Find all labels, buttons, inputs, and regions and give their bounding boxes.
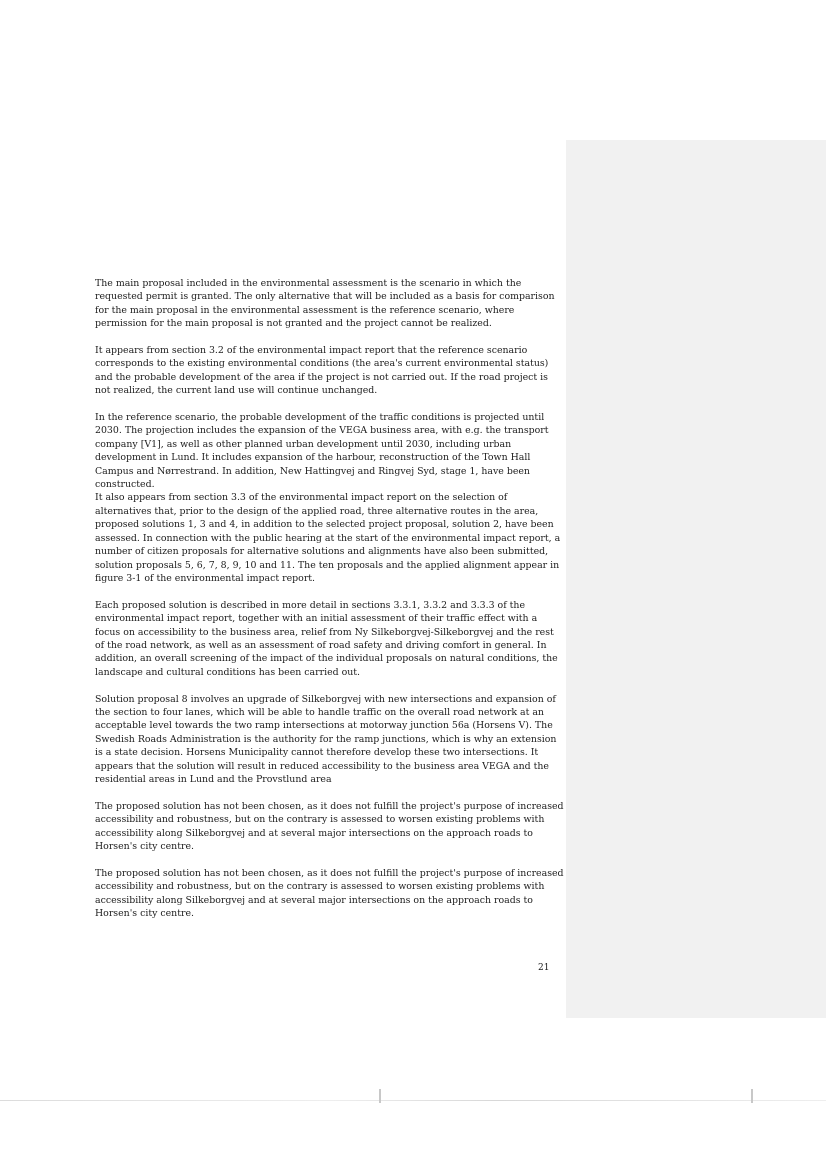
scan-line [0, 1100, 826, 1101]
scan-mark [379, 1089, 381, 1103]
paragraph-main-proposal: The main proposal included in the environmental assessment is the scenario in which the requested permit is granted. The only alternative that will be included as a basis for comparison for the main proposal in the environmental assessment is the reference scenario, where permission for the main proposal is not granted and the project cannot be realized. [95, 278, 555, 330]
body-text [95, 277, 565, 934]
scan-mark [751, 1089, 753, 1103]
page-number: 21 [538, 963, 550, 973]
paragraph-not-chosen-1: The proposed solution has not been chosen, as it does not fulfill the project's purpose of increased accessibility and robustness, but on the contrary is assessed to worsen existing problems with accessibility along Silkeborgvej and at several major intersections on the approach roads to Horsen's city centre. [95, 800, 564, 852]
paragraph-solution-descriptions: Each proposed solution is described in more detail in sections 3.3.1, 3.3.2 and 3.3.3 of the environmental impact report, together with an initial assessment of their traffic effect with a focus on accessibility to the business area, relief from Ny Silkeborgvej-Silkeborgvej and the rest of the road network, as well as an assessment of road safety and driving comfort in general. In addition, an overall screening of the impact of the individual proposals on natural conditions, the landscape and cultural conditions has been carried out. [95, 599, 558, 678]
paragraph-reference-scenario: It appears from section 3.2 of the environmental impact report that the reference scenario corresponds to the existing environmental conditions (the area's current environmental status) and the probable development of the area if the project is not carried out. If the road project is not realized, the current land use will continue unchanged. [95, 345, 549, 397]
paragraph-not-chosen-2: The proposed solution has not been chosen, as it does not fulfill the project's purpose of increased accessibility and robustness, but on the contrary is assessed to worsen existing problems with accessibility along Silkeborgvej and at several major intersections on the approach roads to Horsen's city centre. [95, 867, 564, 919]
paragraph-solution-8: Solution proposal 8 involves an upgrade of Silkeborgvej with new intersections and expansion of the section to four lanes, which will be able to handle traffic on the overall road network at an acceptable level towards the two ramp intersections at motorway junction 56a (Horsens V). The Swedish Roads Administration is the authority for the ramp junctions, which is why an extension is a state decision. Horsens Municipality cannot therefore develop these two intersections. It appears that the solution will result in reduced accessibility to the business area VEGA and the residential areas in Lund and the Provstlund area [95, 693, 557, 785]
paragraph-alternatives: It also appears from section 3.3 of the environmental impact report on the selection of alternatives that, prior to the design of the applied road, three alternative routes in the area, proposed solutions 1, 3 and 4, in addition to the selected project proposal, solution 2, have been assessed. In connection with the public hearing at the start of the environmental impact report, a number of citizen proposals for alternative solutions and alignments have also been submitted, solution proposals 5, 6, 7, 8, 9, 10 and 11. The ten proposals and the applied alignment appear in figure 3-1 of the environmental impact report. [95, 492, 561, 584]
margin-shade [566, 140, 826, 1018]
paragraph-traffic-projection: In the reference scenario, the probable development of the traffic conditions is projected until 2030. The projection includes the expansion of the VEGA business area, with e.g. the transport company [V1], as well as other planned urban development until 2030, including urban development in Lund. It includes expansion of the harbour, reconstruction of the Town Hall Campus and Nørrestrand. In addition, New Hattingvej and Ringvej Syd, stage 1, have been constructed. [95, 412, 549, 491]
